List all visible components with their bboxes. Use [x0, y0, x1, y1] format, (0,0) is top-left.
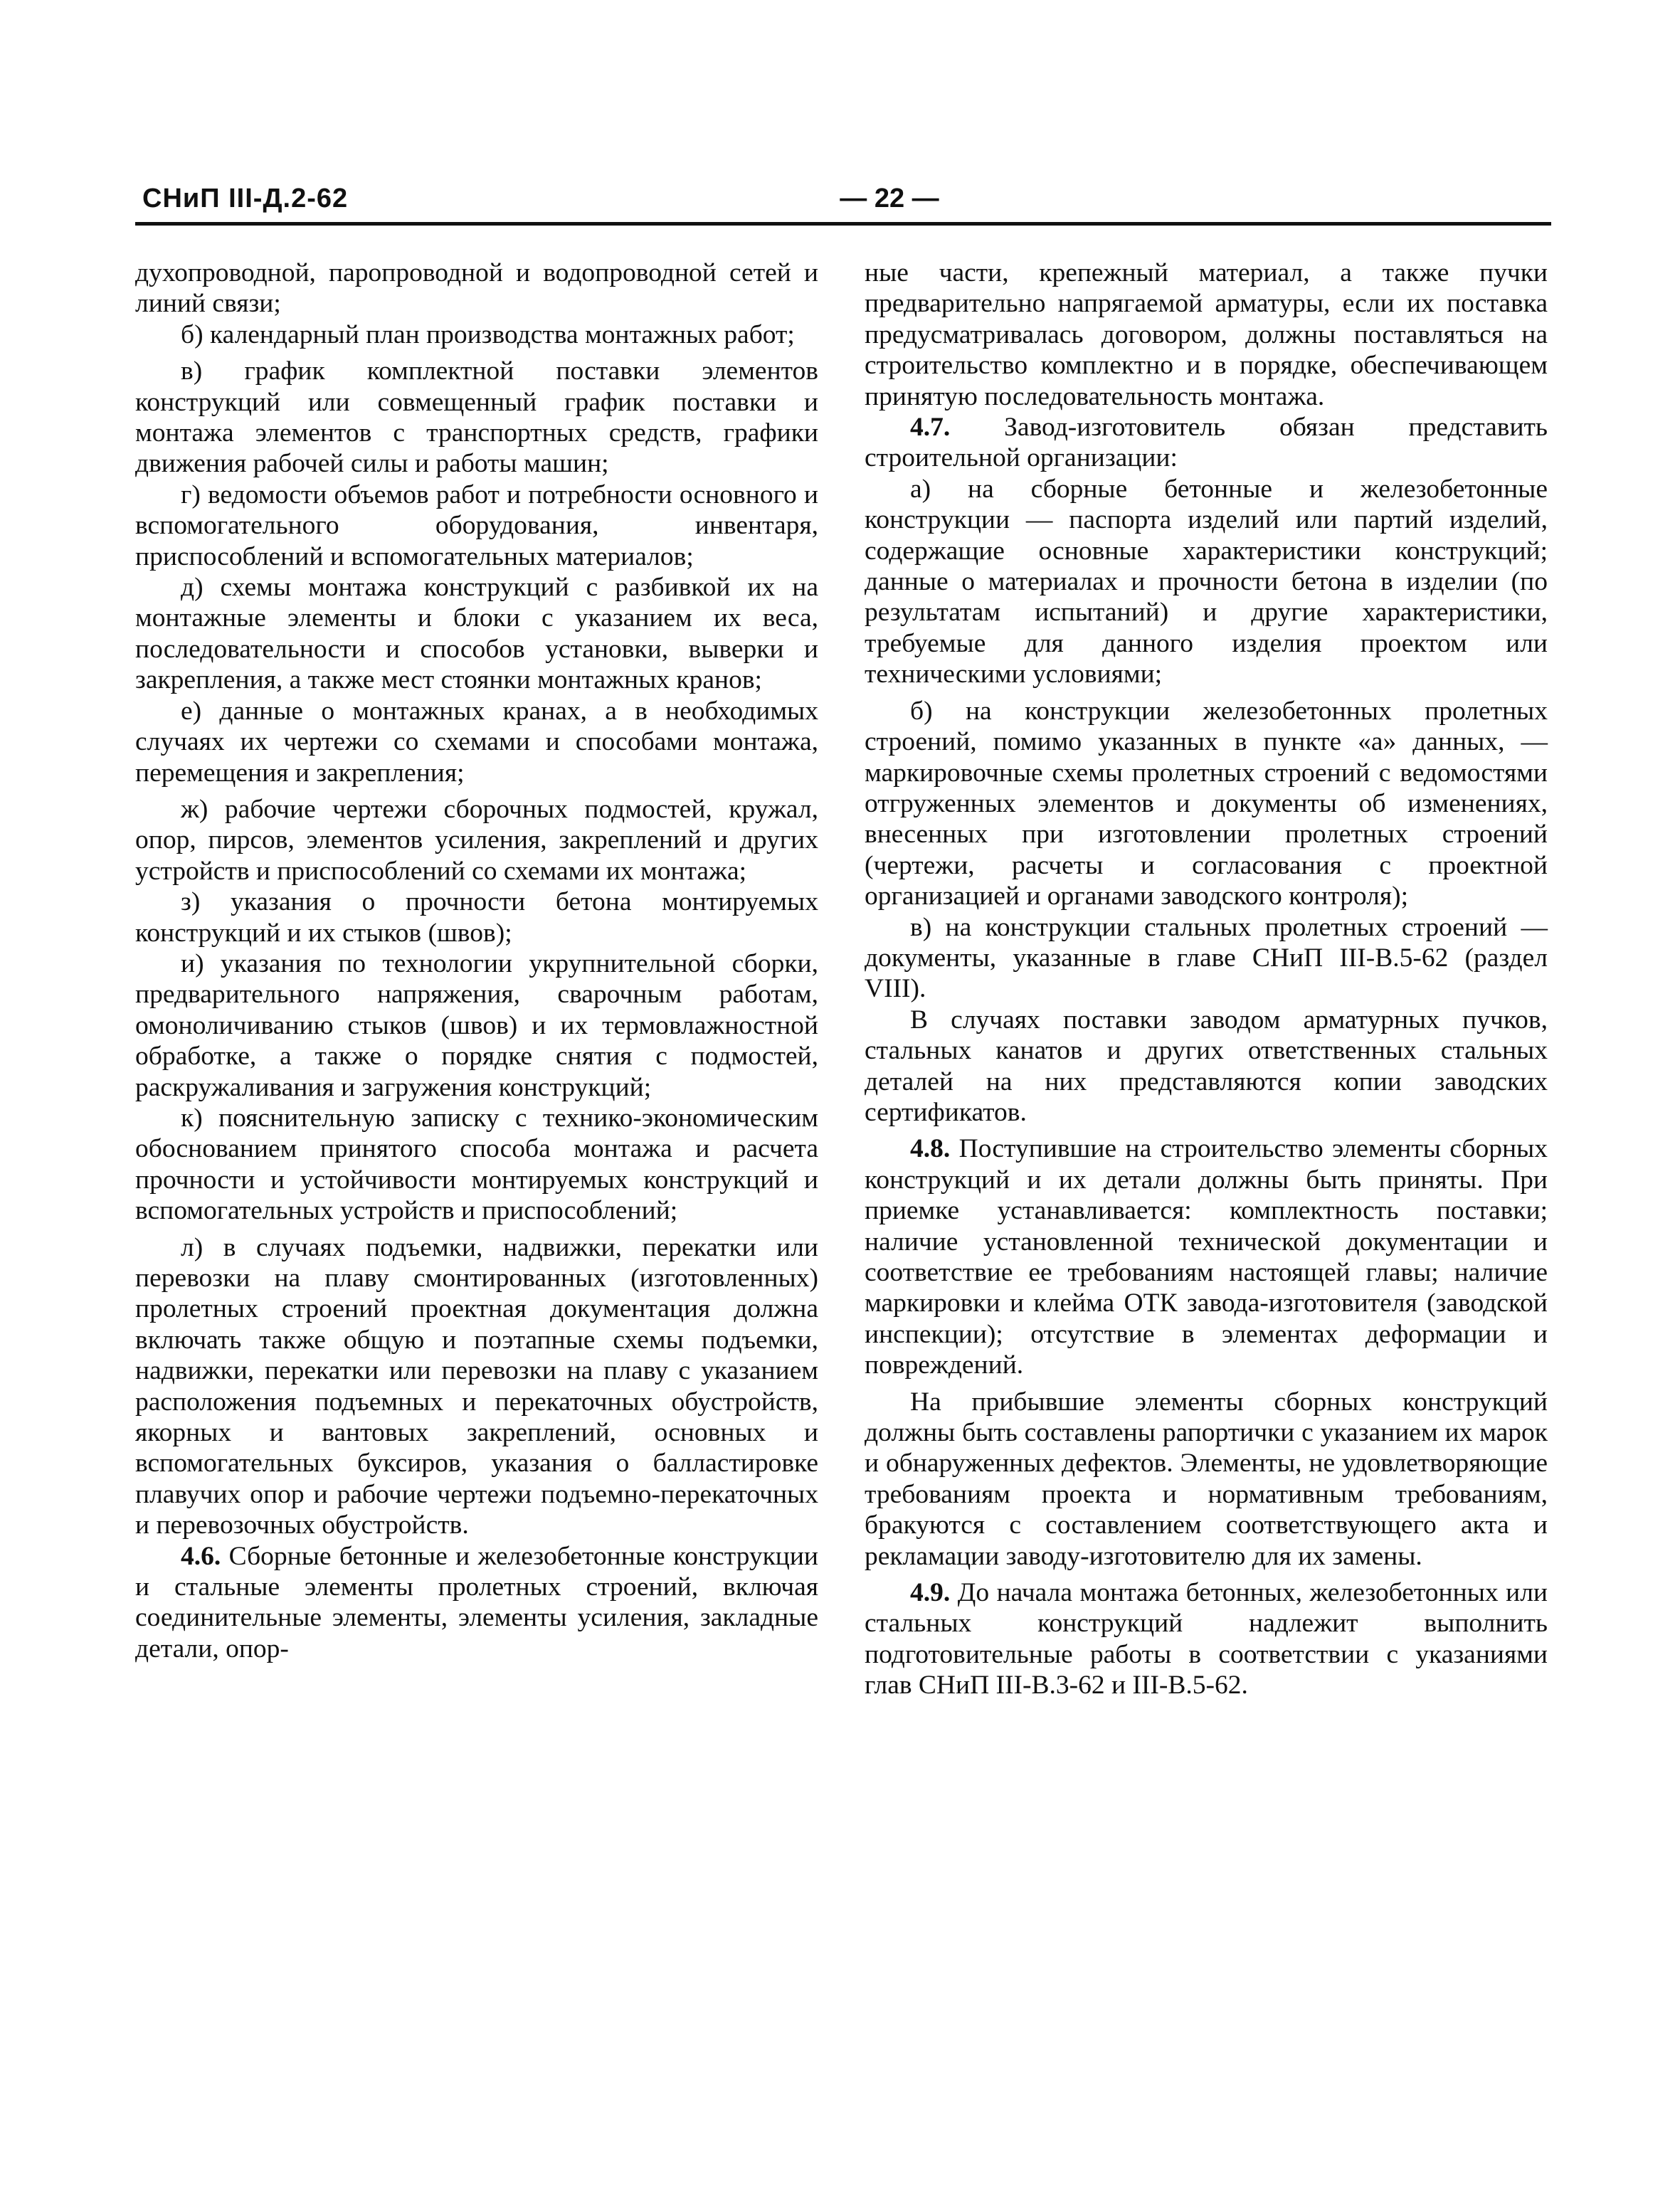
paragraph: В случаях поставки заводом арматурных пучков, стальных канатов и других ответственных стальных деталей на них представляются копии заводских сертификатов.	[865, 1005, 1548, 1127]
paragraph: д) схемы монтажа конструкций с разбивкой их на монтажные элементы и блоки с указанием их веса, последовательности и способов установки, выверки и закрепления, а также мест стоянки монтажных кранов;	[135, 573, 818, 695]
paragraph: духопроводной, паропроводной и водопроводной сетей и линий связи;	[135, 258, 818, 319]
paragraph: г) ведомости объемов работ и потребности основного и вспомогательного оборудования, инвентаря, приспособлений и вспомогательных материалов;	[135, 480, 818, 571]
paragraph: в) на конструкции стальных пролетных строений — документы, указанные в главе СНиП III-В.5-62 (раздел VIII).	[865, 912, 1548, 1004]
paragraph: 4.8. Поступившие на строительство элементы сборных конструкций и их детали должны быть приняты. При приемке устанавливается: комплектность поставки; наличие установленной технической документации и соответствие ее требованиям настоящей главы; наличие маркировки и клейма ОТК завода-изготовителя (заводской инспекции); отсутствие в элементах деформации и повреждений.	[865, 1134, 1548, 1380]
paragraph: л) в случаях подъемки, надвижки, перекатки или перевозки на плаву смонтированных (изготовленных) пролетных строений проектная документация должна включать также общую и поэтапные схемы подъемки, надвижки, перекатки или перевозки на плаву с указанием расположения подъемных и перекаточных обустройств, якорных и вантовых закреплений, основных и вспомогательных буксиров, указания о балластировке плавучих опор и рабочие чертежи подъемно-перекаточных и перевозочных обустройств.	[135, 1232, 818, 1540]
paragraph: 4.6. Сборные бетонные и железобетонные конструкции и стальные элементы пролетных строений, включая соединительные элементы, элементы усиления, закладные детали, опор-	[135, 1541, 819, 1663]
paragraph: и) указания по технологии укрупнительной сборки, предварительного напряжения, сварочным работам, омоноличиванию стыков (швов) и их термовлажностной обработке, а также о порядке снятия с подмостей, раскружаливания и загружения конструкций;	[135, 948, 818, 1102]
paragraph: 4.9. До начала монтажа бетонных, железобетонных или стальных конструкций надлежит выполнить подготовительные работы в соответствии с указаниями глав СНиП III-В.3-62 и III-В.5-62.	[865, 1578, 1548, 1700]
page-header	[135, 184, 1551, 226]
paragraph: На прибывшие элементы сборных конструкций должны быть составлены рапортички с указанием их марок и обнаруженных дефектов. Элементы, не удовлетворяющие требованиям проекта и нормативным требованиям, бракуются с составлением соответствующего акта и рекламации заводу-изготовителю для их замены.	[865, 1387, 1548, 1571]
right-column	[865, 258, 1548, 1701]
section-number: 4.6.	[181, 1541, 221, 1571]
paragraph: б) на конструкции железобетонных пролетных строений, помимо указанных в пункте «а» данных, — маркировочные схемы пролетных строений с ведомостями отгруженных элементов и документы об изменениях, внесенных при изготовлении пролетных строений (чертежи, расчеты и согласования с проектной организацией и органами заводского контроля);	[865, 696, 1548, 911]
document-code: СНиП III-Д.2-62	[142, 184, 349, 213]
page-number: — 22 —	[840, 184, 939, 213]
paragraph: е) данные о монтажных кранах, а в необходимых случаях их чертежи со схемами и способами монтажа, перемещения и закрепления;	[135, 696, 818, 788]
section-number: 4.9.	[910, 1578, 951, 1608]
section-number: 4.7.	[910, 413, 951, 443]
paragraph: к) пояснительную записку с технико-экономическим обоснованием принятого способа монтажа и расчета прочности и устойчивости монтируемых конструкций и вспомогательных устройств и приспособлений;	[135, 1103, 818, 1226]
paragraph: б) календарный план производства монтажных работ;	[181, 319, 795, 349]
paragraph: ж) рабочие чертежи сборочных подмостей, кружал, опор, пирсов, элементов усиления, закреплений и других устройств и приспособлений со схемами их монтажа;	[135, 794, 818, 886]
paragraph: 4.7. Завод-изготовитель обязан представить строительной организации:	[865, 413, 1548, 473]
paragraph: ные части, крепежный материал, а также пучки предварительно напрягаемой арматуры, если их поставка предусматривалась договором, должны поставляться на строительство комплектно и в порядке, обеспечивающем принятую последовательность монтажа.	[865, 258, 1548, 411]
paragraph: а) на сборные бетонные и железобетонные конструкции — паспорта изделий или партий изделий, содержащие основные характеристики конструкций; данные о материалах и прочности бетона в изделии (по результатам испытаний) и другие характеристики, требуемые для данного изделия проектом или техническими условиями;	[865, 474, 1548, 689]
paragraph: з) указания о прочности бетона монтируемых конструкций и их стыков (швов);	[135, 887, 818, 948]
header-rule	[135, 222, 1551, 226]
section-number: 4.8.	[910, 1134, 951, 1164]
left-column	[135, 258, 818, 1664]
paragraph: в) график комплектной поставки элементов конструкций или совмещенный график поставки и монтажа элементов с транспортных средств, графики движения рабочей силы и работы машин;	[135, 356, 818, 479]
